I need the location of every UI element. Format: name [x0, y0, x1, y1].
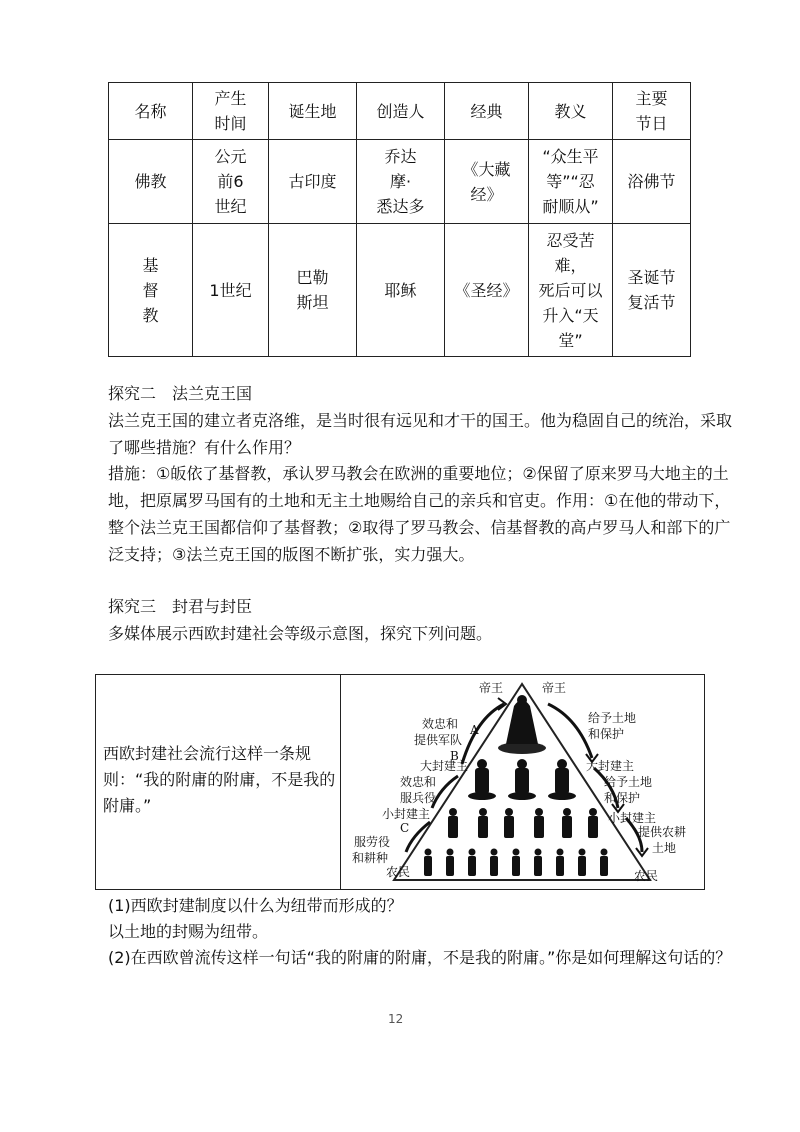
label-small-lord-right: 小封建主 [608, 811, 657, 825]
table-cell: 古印度 [269, 140, 357, 224]
table-cell: 佛教 [109, 140, 193, 224]
table-row [109, 140, 691, 224]
section3-title: 探究三 封君与封臣 [108, 597, 253, 616]
table-cell: 1世纪 [193, 224, 269, 357]
figure-divider [340, 675, 341, 889]
label-right-mid-1: 给予土地 [604, 775, 653, 789]
table-cell: 公元 前6 世纪 [193, 140, 269, 224]
table-cell: 《大藏 经》 [445, 140, 529, 224]
question-2: (2)在西欧曾流传这样一句话“我的附庸的附庸，不是我的附庸。”你是如何理解这句话的？ [108, 948, 732, 967]
label-right-bottom-1: 提供农耕 [638, 825, 687, 839]
table-cell: 圣诞节 复活节 [613, 224, 691, 357]
great-lord-figures [468, 759, 576, 800]
label-letter-b: B [450, 749, 459, 763]
table-header: 经典 [445, 83, 529, 140]
table-header: 主要 节日 [613, 83, 691, 140]
table-cell: 耶稣 [357, 224, 445, 357]
label-left-bottom-2: 和耕种 [352, 851, 389, 865]
label-great-lord-right: 大封建主 [586, 759, 635, 773]
label-left-mid-2: 服兵役 [400, 791, 437, 805]
feudal-hierarchy-diagram [342, 676, 704, 888]
table-cell: 乔达 摩· 悉达多 [357, 140, 445, 224]
religion-table [108, 82, 691, 357]
table-cell: 《圣经》 [445, 224, 529, 357]
section2-answer: 措施：①皈依了基督教，承认罗马教会在欧洲的重要地位；②保留了原来罗马大地主的土地，把原属罗马国有的土地和无主土地赐给自己的亲兵和官吏。作用：①在他的带动下，整个法兰克王国都信仰了基督教；②取得了罗马教会、信基督教的高卢罗马人和部下的广泛支持；③法兰克王国的版图不断扩张，实力强大。 [108, 464, 731, 564]
table-header: 创造人 [357, 83, 445, 140]
section2-title: 探究二 法兰克王国 [108, 384, 253, 403]
label-right-bottom-2: 土地 [652, 841, 677, 855]
section2-question: 法兰克王国的建立者克洛维，是当时很有远见和才干的国王。他为稳固自己的统治，采取了哪些措施？有什么作用？ [108, 411, 733, 457]
table-cell: 巴勒 斯坦 [269, 224, 357, 357]
label-right-top-2: 和保护 [588, 727, 625, 741]
label-letter-a: A [470, 723, 479, 737]
label-left-top-1: 效忠和 [422, 717, 459, 731]
label-left-bottom-1: 服劳役 [354, 835, 391, 849]
feudal-rule-quote: 西欧封建社会流行这样一条规则：“我的附庸的附庸，不是我的附庸。” [103, 744, 336, 815]
small-lord-figures [448, 808, 598, 838]
table-header: 教义 [529, 83, 613, 140]
table-header-row [109, 83, 691, 140]
label-emperor-left: 帝王 [479, 681, 504, 695]
arrow-left-bottom [406, 822, 430, 852]
table-header: 产生 时间 [193, 83, 269, 140]
label-right-mid-2: 和保护 [604, 791, 641, 805]
question-1: (1)西欧封建制度以什么为纽带而形成的？ [108, 896, 403, 915]
label-left-mid-1: 效忠和 [400, 775, 437, 789]
table-cell: 基 督 教 [109, 224, 193, 357]
table-cell: 忍受苦 难， 死后可以 升入“天 堂” [529, 224, 613, 357]
answer-1: 以土地的封赐为纽带。 [108, 922, 269, 941]
label-peasant-right: 农民 [634, 869, 659, 883]
table-cell: “众生平 等”“忍 耐顺从” [529, 140, 613, 224]
label-right-top-1: 给予土地 [588, 711, 637, 725]
label-great-lord-left: 大封建主 [420, 759, 469, 773]
label-emperor-right: 帝王 [542, 681, 567, 695]
table-header: 名称 [109, 83, 193, 140]
table-header: 诞生地 [269, 83, 357, 140]
label-letter-c: C [400, 821, 410, 835]
section3-intro: 多媒体展示西欧封建社会等级示意图，探究下列问题。 [108, 624, 493, 643]
arrow-left-top [462, 698, 506, 764]
page-number: 12 [388, 1012, 404, 1026]
label-left-top-2: 提供军队 [414, 733, 463, 747]
table-row [109, 224, 691, 357]
peasant-figures [424, 849, 608, 877]
label-peasant-left: 农民 [386, 865, 411, 879]
label-small-lord-left: 小封建主 [382, 807, 431, 821]
table-cell: 浴佛节 [613, 140, 691, 224]
